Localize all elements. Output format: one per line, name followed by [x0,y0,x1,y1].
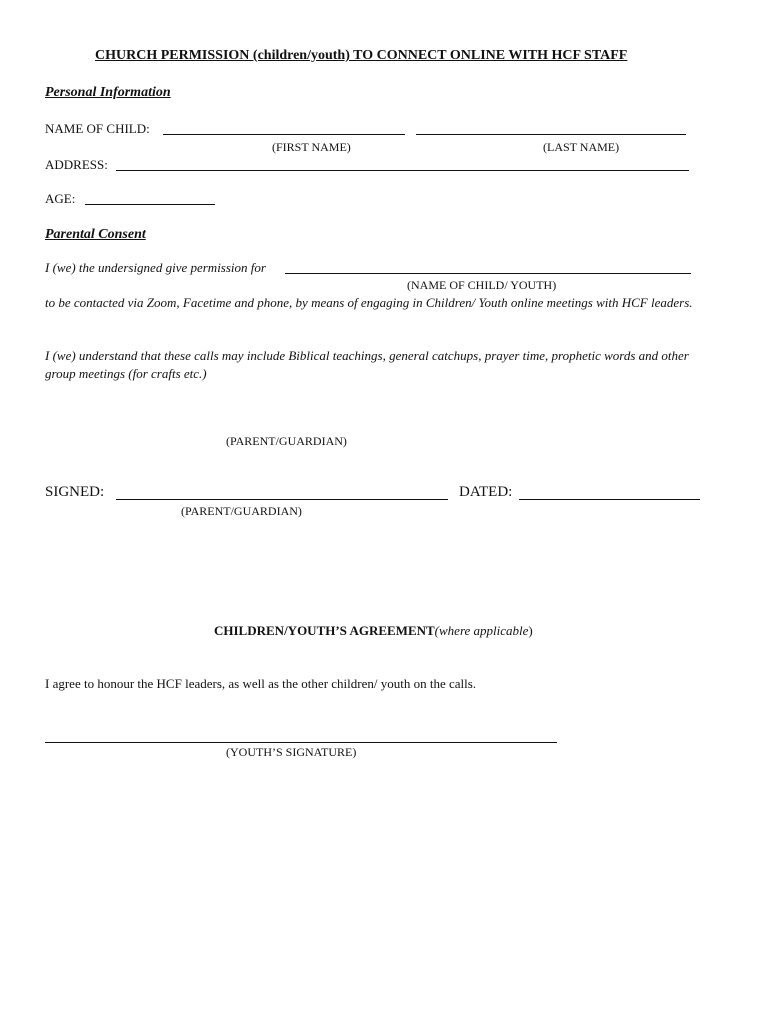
youth-signature-field[interactable] [45,742,557,743]
agreement-heading-note: (where applicable [434,623,529,638]
consent-paragraph-2: I (we) understand that these calls may include Biblical teachings, general catchups, prayer time, prophetic words and other group meetings (for crafts etc.) [45,348,689,381]
first-name-caption: (FIRST NAME) [272,140,351,154]
agreement-text: I agree to honour the HCF leaders, as well as the other children/ youth on the calls. [45,676,477,691]
age-field[interactable] [85,204,215,205]
address-field[interactable] [116,170,689,171]
agreement-heading-close: ) [528,623,533,638]
parent-guardian-caption-2: (PARENT/GUARDIAN) [181,504,302,518]
agreement-heading-text: CHILDREN/YOUTH’S AGREEMENT [214,623,435,638]
first-name-field[interactable] [163,134,405,135]
document-title: CHURCH PERMISSION (children/youth) TO CONNECT ONLINE WITH HCF STAFF [95,48,628,63]
personal-info-heading: Personal Information [45,85,171,100]
child-youth-caption: (NAME OF CHILD/ YOUTH) [407,278,557,292]
parent-signature-field[interactable] [116,499,448,500]
last-name-caption: (LAST NAME) [543,140,620,154]
dated-label: DATED: [459,484,513,500]
signed-label: SIGNED: [45,484,105,500]
age-label: AGE: [45,191,76,206]
address-label: ADDRESS: [45,157,108,172]
youth-signature-caption: (YOUTH’S SIGNATURE) [226,745,357,759]
child-youth-name-field[interactable] [285,273,691,274]
date-field[interactable] [519,499,700,500]
consent-paragraph-1: to be contacted via Zoom, Facetime and phone, by means of engaging in Children/ Youth online meetings with HCF leaders. [45,295,693,310]
last-name-field[interactable] [416,134,686,135]
parent-guardian-caption-1: (PARENT/GUARDIAN) [226,434,347,448]
agreement-heading [214,623,533,639]
name-of-child-label: NAME OF CHILD: [45,121,150,136]
parental-consent-heading: Parental Consent [45,227,146,242]
consent-line: I (we) the undersigned give permission for [45,260,266,275]
